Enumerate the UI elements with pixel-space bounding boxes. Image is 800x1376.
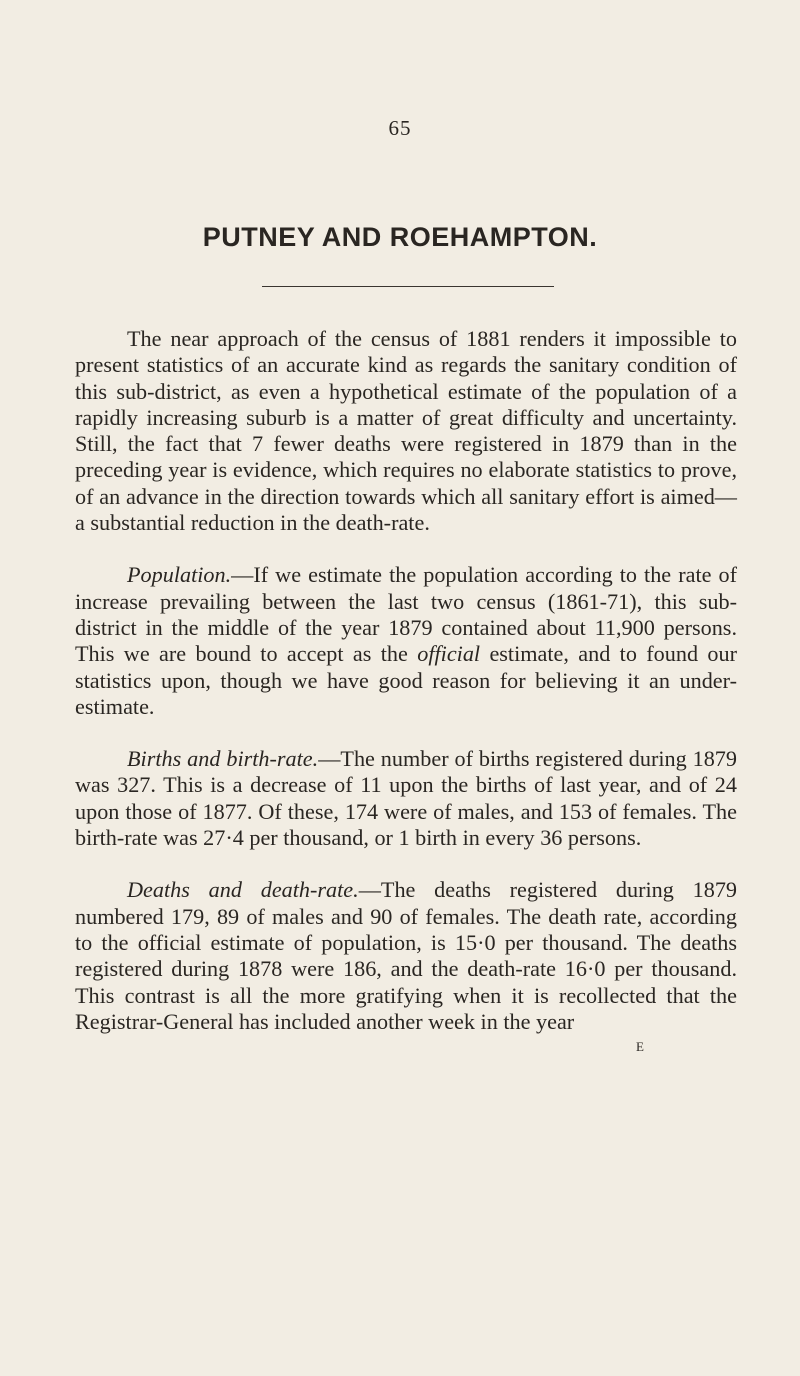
body-text <box>75 326 737 1061</box>
page-number: 65 <box>388 116 412 140</box>
paragraph-births <box>75 746 737 851</box>
paragraph-deaths <box>75 877 737 1035</box>
title-divider <box>262 286 554 287</box>
population-text-before: —If we estimate the population according to the rate of increase prevailing between the last two census (1861-71), this sub-district in the middle of the year 1879 contained about 11,900 persons. This we are bound to accept as the <box>75 562 737 667</box>
deaths-heading: Deaths and death-rate. <box>127 877 359 903</box>
paragraph-intro: The near approach of the census of 1881 renders it impossible to present statistics of an accurate kind as regards the sanitary condition of this sub-district, as even a hypothetical estimate of the population of a rapidly increasing suburb is a matter of great difficulty and uncertainty. Still, the fact that 7 fewer deaths were registered in 1879 than in the preceding year is evidence, which requires no elaborate statistics to prove, of an advance in the direction towards which all sanitary effort is aimed—a substantial reduction in the death-rate. <box>75 326 737 536</box>
births-heading: Births and birth-rate. <box>127 746 319 772</box>
deaths-text: —The deaths registered during 1879 numbered 179, 89 of males and 90 of females. The death rate, according to the official estimate of population, is 15·0 per thousand. The deaths registered during 1878 were 186, and the death-rate 16·0 per thousand. This contrast is all the more gratifying when it is recollected that the Registrar-General has included another week in the year <box>75 877 738 1034</box>
births-text: —The number of births registered during 1879 was 327. This is a decrease of 11 upon the births of last year, and of 24 upon those of 1877. Of these, 174 were of males, and 153 of females. The birth-rate was 27·4 per thousand, or 1 birth in every 36 persons. <box>75 746 737 851</box>
population-emphasis: official <box>417 641 481 667</box>
signature-mark: E <box>636 1039 644 1054</box>
population-heading: Population. <box>127 562 232 588</box>
page-title: PUTNEY AND ROEHAMPTON. <box>202 222 598 252</box>
paragraph-population <box>75 562 737 720</box>
population-text-after: estimate, and to found our statistics upon, though we have good reason for believing it an under-estimate. <box>75 641 737 719</box>
